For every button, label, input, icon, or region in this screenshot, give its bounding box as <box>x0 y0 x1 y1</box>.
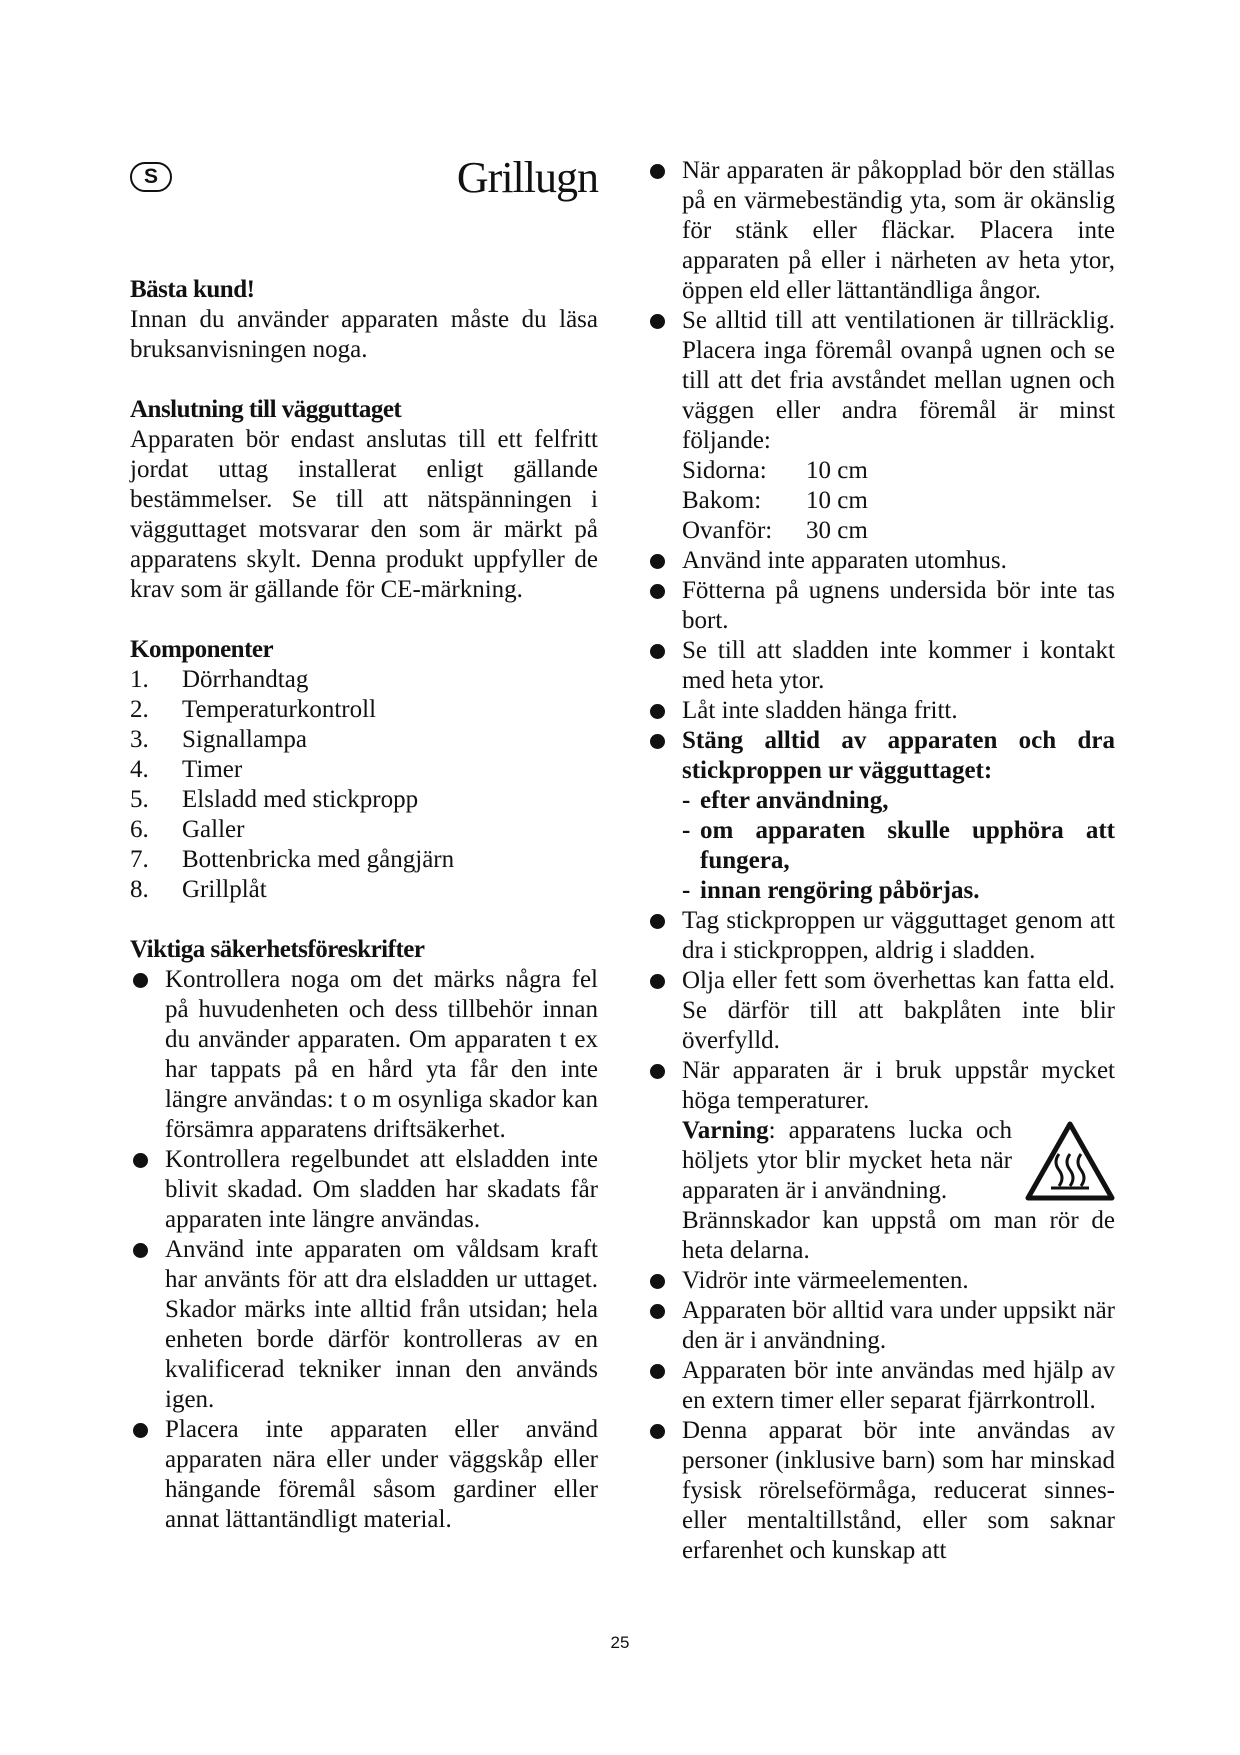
list-item: Vidrör inte värmeelementen. <box>647 1266 1115 1296</box>
list-item: Tag stickproppen ur vägguttaget genom att dra i stickproppen, aldrig i sladden. <box>647 906 1115 966</box>
list-item: Kontrollera regelbundet att elsladden inte blivit skadad. Om sladden har skadats får apparaten inte längre användas. <box>130 1145 598 1235</box>
right-column <box>647 156 1115 1566</box>
distance-row: Bakom: 10 cm <box>682 487 868 514</box>
page-title: Grillugn <box>456 153 598 202</box>
list-item: Olja eller fett som överhettas kan fatta eld. Se därför till att bakplåten inte blir överfylld. <box>647 966 1115 1056</box>
list-item: Denna apparat bör inte användas av personer (inklusive barn) som har minskad fysisk rörelseförmåga, reducerat sinnes- eller mentaltillstånd, eller som saknar erfarenhet och kunskap att <box>647 1416 1115 1566</box>
safety-list-left <box>130 965 598 1535</box>
list-item: Stäng alltid av apparaten och dra stickproppen ur vägguttaget: - efter användning, - om apparaten skulle upphöra att fungera, - innan rengöring påbörjas. <box>647 726 1115 906</box>
list-item: Fötterna på ugnens undersida bör inte tas bort. <box>647 576 1115 636</box>
list-item: 3. Signallampa <box>130 726 307 753</box>
intro-text: Innan du använder apparaten måste du läsa bruksanvisningen noga. <box>130 306 598 363</box>
warning-text: : apparatens lucka och höljets ytor blir mycket heta när apparaten är i användning. <box>682 1117 1012 1204</box>
dash-item: - om apparaten skulle upphöra att fungera, <box>682 817 1115 874</box>
list-item: Låt inte sladden hänga fritt. <box>647 696 1115 726</box>
list-item: Apparaten bör alltid vara under uppsikt när den är i användning. <box>647 1296 1115 1356</box>
components-list <box>130 665 598 905</box>
list-item: Kontrollera noga om det märks några fel på huvudenheten och dess tillbehör innan du använder apparaten. Om apparaten t ex har tappats på en hård yta får den inte längre användas: t o m osynliga skador kan försämra apparatens driftsäkerhet. <box>130 965 598 1145</box>
language-badge: S <box>130 162 172 192</box>
list-item: 4. Timer <box>130 756 243 783</box>
dash-item: - efter användning, <box>682 787 889 814</box>
list-item: Apparaten bör inte användas med hjälp av en extern timer eller separat fjärrkontroll. <box>647 1356 1115 1416</box>
warning-label: Varning <box>682 1117 769 1144</box>
safety-heading: Viktiga säkerhetsföreskrifter <box>130 936 425 963</box>
list-item: Använd inte apparaten utomhus. <box>647 546 1115 576</box>
list-item: 5. Elsladd med stickpropp <box>130 786 419 813</box>
list-item: 6. Galler <box>130 816 245 843</box>
list-item: Se alltid till att ventilationen är tillräcklig. Placera inga föremål ovanpå ugnen och se till att det fria avståndet mellan ugnen och väggen eller andra föremål är minst följande: Sidorna: 10 cm Bakom: 10 cm Ovanför: 30 cm <box>647 306 1115 546</box>
list-item: När apparaten är i bruk uppstår mycket höga temperaturer. Varning: apparatens lucka och höljets ytor blir mycket heta när apparaten är i användning. Brännskador kan uppstå om man rör de heta delarna. <box>647 1056 1115 1266</box>
distance-row: Sidorna: 10 cm <box>682 457 868 484</box>
warning-block <box>682 1116 1115 1206</box>
list-item: 8. Grillplåt <box>130 876 267 903</box>
hot-surface-warning-icon <box>1025 1120 1115 1202</box>
connection-text: Apparaten bör endast anslutas till ett felfritt jordat uttag installerat enligt gällande bestämmelser. Se till att nätspänningen i vägguttaget motsvarar den som är märkt på apparatens skylt. Denna produkt uppfyller de krav som är gällande för CE-märkning. <box>130 426 598 603</box>
greeting-heading: Bästa kund! <box>130 276 255 303</box>
safety-list-right <box>647 156 1115 1566</box>
list-item: 1. Dörrhandtag <box>130 666 309 693</box>
list-item: 2. Temperaturkontroll <box>130 696 377 723</box>
list-item: 7. Bottenbricka med gångjärn <box>130 846 455 873</box>
list-item: Placera inte apparaten eller använd apparaten nära eller under väggskåp eller hängande föremål såsom gardiner eller annat lättantändligt material. <box>130 1415 598 1535</box>
list-item: När apparaten är påkopplad bör den ställas på en värmebeständig yta, som är okänslig för stänk eller fläckar. Placera inte apparaten på eller i närheten av heta ytor, öppen eld eller lättantändliga ångor. <box>647 156 1115 306</box>
components-heading: Komponenter <box>130 636 274 663</box>
list-item: Använd inte apparaten om våldsam kraft har använts för att dra elsladden ur uttaget. Skador märks inte alltid från utsidan; hela enheten borde därför kontrolleras av en kvalificerad tekniker innan den används igen. <box>130 1235 598 1415</box>
distance-row: Ovanför: 30 cm <box>682 517 868 544</box>
page-header <box>130 152 598 212</box>
list-item: Se till att sladden inte kommer i kontakt med heta ytor. <box>647 636 1115 696</box>
connection-heading: Anslutning till vägguttaget <box>130 396 402 423</box>
page-number: 25 <box>610 1633 630 1652</box>
dash-item: - innan rengöring påbörjas. <box>682 877 980 904</box>
